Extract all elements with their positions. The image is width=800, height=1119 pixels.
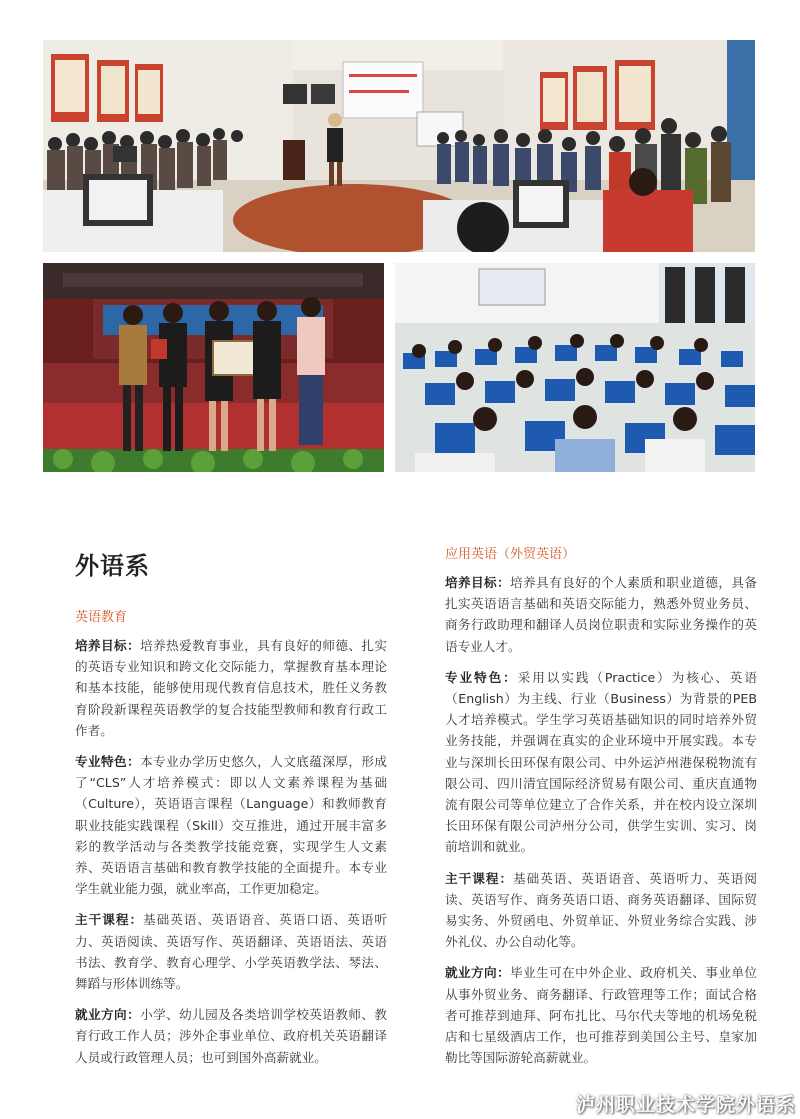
section-label: 专业特色： [445, 669, 518, 685]
training-goal-section [445, 572, 757, 657]
computer-lab-photo [395, 263, 755, 472]
section-label: 培养目标： [75, 638, 141, 653]
section-label: 主干课程： [445, 870, 514, 886]
classroom-presentation-photo [43, 40, 755, 252]
career-direction-section [75, 1004, 387, 1068]
section-text: 培养热爱教育事业，具有良好的师德、扎实的英语专业知识和跨文化交际能力，掌握教育基本理论和基本技能，能够使用现代教育信息技术，胜任义务教育阶段新课程英语教学的复合技能型教师和教育行政工作者。 [75, 638, 388, 738]
career-direction-section [445, 962, 757, 1068]
section-text: 基础英语、英语语音、英语口语、英语听力、英语阅读、英语写作、英语翻译、英语语法、英语书法、教育学、教育心理学、小学英语教学法、琴法、舞蹈与形体训练等。 [75, 912, 387, 992]
section-label: 培养目标： [445, 575, 511, 590]
section-label: 就业方向： [75, 1007, 141, 1023]
section-text: 采用以实践（Practice）为核心、英语（English）为主线、行业（Business）为背景的PEB人才培养模式。学生学习英语基础知识的同时培养外贸业务技能，并强调在真实的企业环境中开展实践。本专业与深圳长田环保有限公司、中外运泸州港保税物流有限公司、四川清宜国际经济贸易有限公司、重庆直通物流有限公司等单位建立了合作关系，并在校内设立深圳长田环保有限公司泸州分公司，供学生实训、实习、岗前培训和就业。 [445, 669, 758, 855]
section-text: 基础英语、英语语音、英语听力、英语阅读、英语写作、商务英语口语、商务英语翻译、国际贸易实务、外贸函电、外贸单证、外贸业务综合实践、涉外礼仪、办公自动化等。 [445, 870, 757, 950]
major-title: 应用英语（外贸英语） [445, 547, 576, 562]
core-courses-section [75, 909, 387, 994]
applied-english-column [445, 543, 757, 1078]
department-title: 外语系 [75, 552, 150, 580]
section-label: 就业方向： [445, 965, 511, 981]
award-ceremony-photo [43, 263, 384, 472]
section-label: 专业特色： [75, 754, 141, 770]
section-text: 培养具有良好的个人素质和职业道德，具备扎实英语语言基础和英语交际能力，熟悉外贸业务员、商务行政助理和翻译人员岗位职责和实际业务操作的英语专业人才。 [445, 575, 758, 654]
major-features-section [75, 751, 387, 899]
core-courses-section [445, 868, 757, 953]
section-text: 小学、幼儿园及各类培训学校英语教师、教育行政工作人员；涉外企事业单位、政府机关英语翻译人员或行政管理人员；也可到国外高薪就业。 [75, 1007, 388, 1065]
major-features-section [445, 667, 757, 858]
section-text: 本专业办学历史悠久，人文底蕴深厚，形成了“CLS”人才培养模式：即以人文素养课程为基础（Culture），英语语言课程（Language）和教师教育职业技能实践课程（Skill）交互推进，通过开展丰富多彩的教学活动与各类教学技能竞赛，实现学生人文素养、英语语言基础和教育教学技能的全面提升。本专业学生就业能力强，就业率高，工作更加稳定。 [75, 754, 388, 897]
english-education-column [75, 606, 387, 1078]
section-label: 主干课程： [75, 912, 144, 928]
major-title: 英语教育 [75, 610, 128, 625]
training-goal-section [75, 635, 387, 741]
section-text: 毕业生可在中外企业、政府机关、事业单位从事外贸业务、商务翻译、行政管理等工作；面试合格者可推荐到迪拜、阿布扎比、马尔代夫等地的机场免税店和七星级酒店工作，也可推荐到美国公主号、皇家加勒比等国际游轮高薪就业。 [445, 965, 758, 1066]
school-footer: 泸州职业技术学院外语系 [575, 1094, 796, 1116]
